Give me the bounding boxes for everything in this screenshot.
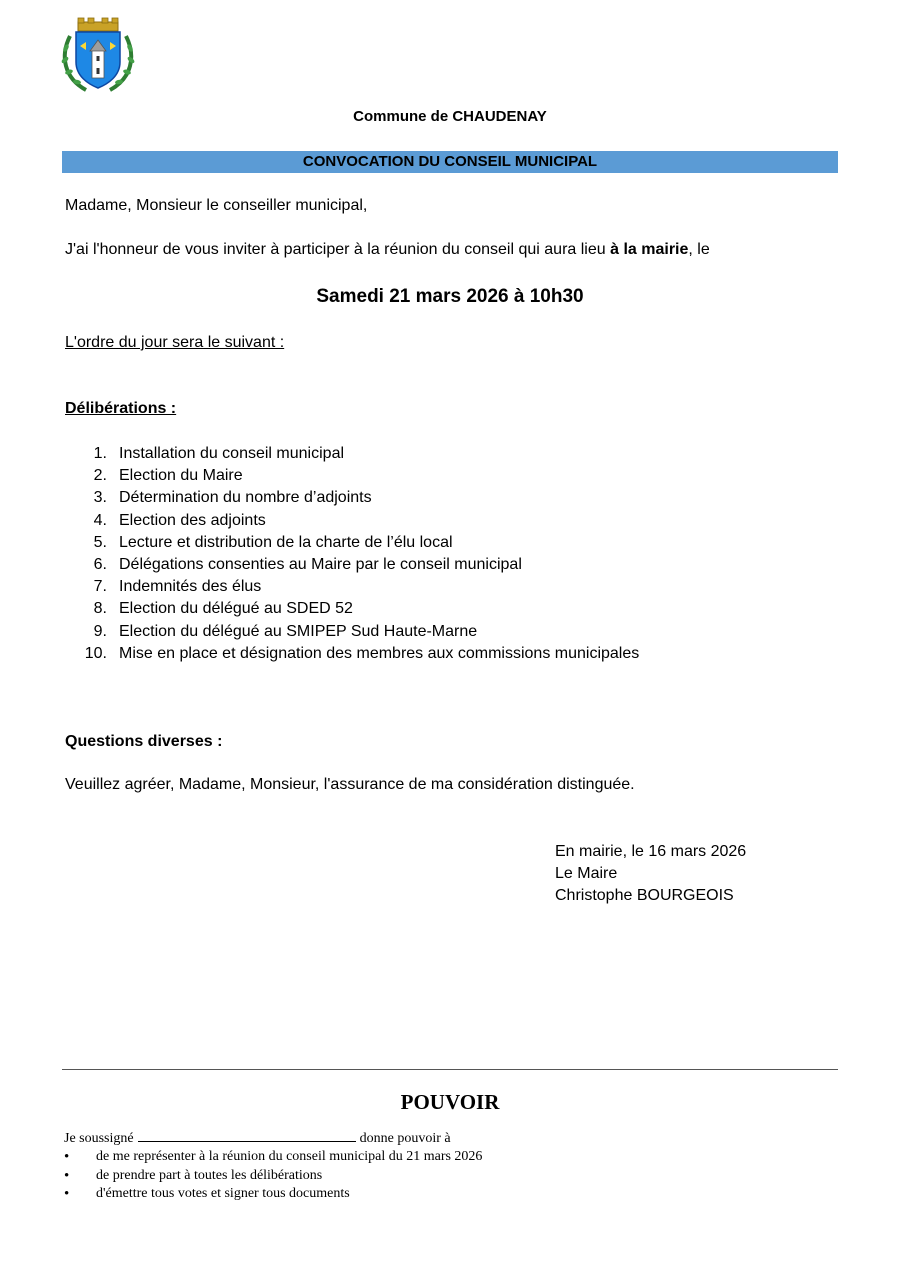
agenda-item-text: Election du Maire	[119, 467, 243, 485]
commune-name: Commune de CHAUDENAY	[353, 108, 547, 125]
agenda-item-number: 1.	[93, 445, 107, 462]
agenda-item	[65, 532, 639, 554]
agenda-item-number: 8.	[93, 600, 107, 618]
agenda-item-text: Délégations consenties au Maire par le conseil municipal	[119, 555, 522, 573]
agenda-intro: L'ordre du jour sera le suivant :	[65, 334, 285, 351]
agenda-item-text: Election des adjoints	[119, 511, 266, 529]
agenda-item-number: 5.	[93, 533, 107, 551]
signature-place-date: En mairie, le 16 mars 2026	[555, 843, 747, 860]
proxy-donne-pouvoir: donne pouvoir à	[359, 1131, 451, 1146]
agenda-item-text: Lecture et distribution de la charte de l’élu local	[119, 533, 453, 551]
coat-of-arms-icon	[58, 16, 138, 96]
agenda-item-number: 9.	[93, 622, 107, 640]
meeting-date: Samedi 21 mars 2026 à 10h30	[316, 286, 584, 307]
proxy-statement	[64, 1129, 451, 1147]
agenda-item-text: Election du délégué au SDED 52	[119, 600, 353, 618]
agenda-item-text: Indemnités des élus	[119, 578, 262, 596]
closing-formula: Veuillez agréer, Madame, Monsieur, l'assurance de ma considération distinguée.	[65, 776, 635, 793]
agenda-item-text: Election du délégué au SMIPEP Sud Haute-Marne	[119, 622, 478, 640]
proxy-bullet-item: • d'émettre tous votes et signer tous documents	[64, 1185, 482, 1204]
invitation-paragraph	[65, 241, 710, 259]
agenda-item-number: 2.	[93, 467, 107, 485]
agenda-item	[65, 443, 639, 465]
proxy-bullet-item: • de prendre part à toutes les délibérations	[64, 1167, 482, 1186]
section-divider	[62, 1069, 838, 1070]
agenda-item-text: Installation du conseil municipal	[119, 445, 345, 462]
agenda-item	[65, 643, 639, 665]
signature-role: Le Maire	[555, 865, 618, 882]
invitation-location: à la mairie	[610, 241, 689, 258]
proxy-title: POUVOIR	[400, 1090, 500, 1114]
agenda-item-number: 10.	[84, 644, 107, 662]
deliberations-heading: Délibérations :	[65, 400, 177, 417]
agenda-item	[65, 510, 639, 532]
agenda-item-number: 4.	[93, 511, 107, 529]
proxy-bullets	[64, 1148, 482, 1204]
agenda-item	[65, 621, 639, 643]
agenda-item-number: 6.	[93, 555, 107, 573]
signature-name: Christophe BOURGEOIS	[555, 887, 734, 904]
document-title-banner: CONVOCATION DU CONSEIL MUNICIPAL	[62, 151, 838, 173]
agenda-item	[65, 576, 639, 598]
agenda-item-text: Mise en place et désignation des membres aux commissions municipales	[119, 644, 640, 662]
invitation-text: J'ai l'honneur de vous inviter à participer à la réunion du conseil qui aura lieu	[65, 241, 611, 258]
agenda-item	[65, 487, 639, 509]
deliberations-list	[65, 443, 639, 665]
proxy-name-blank[interactable]	[138, 1129, 356, 1142]
agenda-item-number: 7.	[93, 578, 107, 596]
agenda-item	[65, 465, 639, 487]
greeting: Madame, Monsieur le conseiller municipal,	[65, 197, 368, 214]
questions-heading: Questions diverses :	[65, 733, 223, 750]
agenda-item-text: Détermination du nombre d’adjoints	[119, 489, 372, 507]
invitation-suffix: , le	[688, 241, 710, 258]
proxy-bullet-item: • de me représenter à la réunion du conseil municipal du 21 mars 2026	[64, 1148, 482, 1167]
proxy-soussigne-label: Je soussigné	[64, 1131, 134, 1146]
agenda-item-number: 3.	[93, 489, 107, 507]
agenda-item	[65, 554, 639, 576]
agenda-item	[65, 598, 639, 620]
